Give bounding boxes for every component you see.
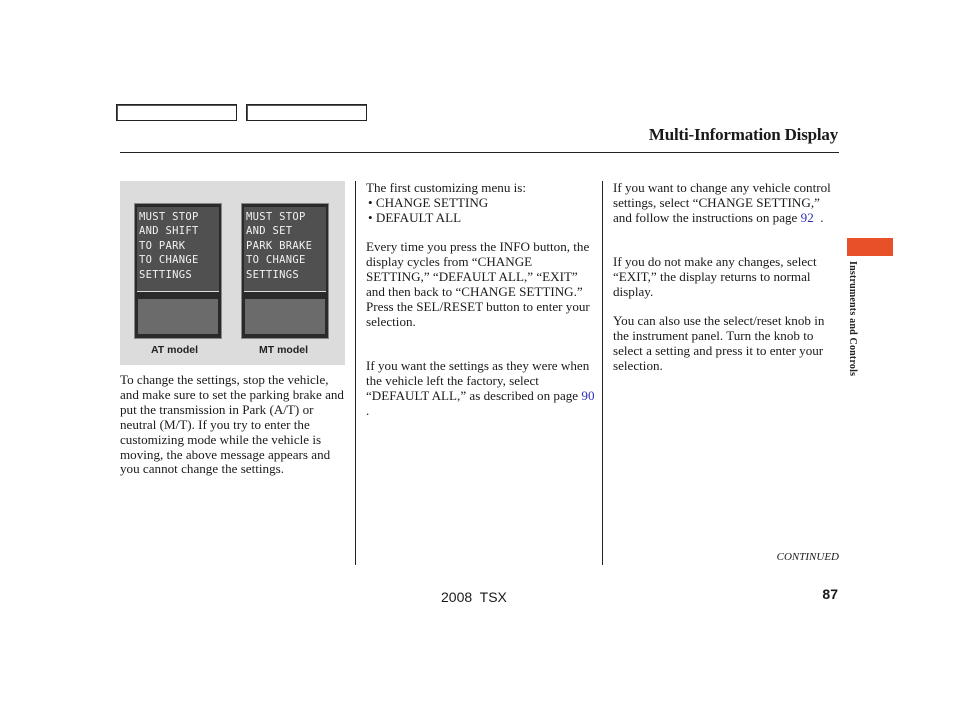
display-line: TO PARK — [139, 239, 186, 252]
column-divider-1 — [355, 181, 356, 565]
continued-label: CONTINUED — [776, 551, 839, 563]
page-title: Multi-Information Display — [648, 125, 838, 144]
mt-model-caption: MT model — [259, 344, 308, 356]
page-link-92[interactable]: 92 — [800, 209, 814, 225]
display-line: PARK BRAKE — [246, 239, 313, 252]
menu-bullet-change-setting: • CHANGE SETTING — [368, 194, 489, 210]
display-lower-area — [138, 299, 218, 334]
display-line: TO CHANGE — [246, 254, 306, 267]
mt-display-message — [244, 207, 326, 292]
at-model-display — [134, 203, 222, 339]
display-line: MUST STOP — [246, 211, 306, 223]
paragraph-default-all — [366, 359, 598, 419]
section-tab — [847, 238, 893, 256]
display-line: AND SET — [246, 225, 293, 238]
default-all-text: If you want the settings as they were when the vehicle left the factory, select “DEFAULT ALL,” as described on page — [366, 358, 590, 403]
menu-bullet-default-all: • DEFAULT ALL — [368, 209, 462, 225]
display-line: SETTINGS — [139, 268, 192, 281]
mt-model-display — [241, 203, 329, 339]
page-number: 87 — [822, 586, 838, 602]
display-line: SETTINGS — [246, 268, 299, 281]
at-display-message — [137, 207, 219, 292]
nav-button-1[interactable] — [116, 104, 237, 121]
default-all-end: . — [366, 402, 370, 418]
display-line: AND SHIFT — [139, 225, 199, 238]
footer-model: 2008 TSX — [441, 589, 507, 605]
menu-intro: The first customizing menu is: — [366, 180, 527, 195]
paragraph-info-button: Every time you press the INFO button, the display cycles from “CHANGE SETTING,” “DEFAULT ALL,” “EXIT” and then back to “CHANGE SETTING.” Press the SEL/RESET button to enter your selection. — [366, 239, 590, 329]
column-divider-2 — [602, 181, 603, 565]
title-divider — [120, 152, 839, 153]
display-line: MUST STOP — [139, 211, 199, 223]
paragraph-knob: You can also use the select/reset knob in the instrument panel. Turn the knob to select a setting and press it to enter your selection. — [613, 313, 825, 373]
page-link-90[interactable]: 90 — [581, 387, 595, 403]
at-model-caption: AT model — [151, 344, 199, 356]
display-lower-area — [245, 299, 325, 334]
paragraph-change-settings: To change the settings, stop the vehicle, and make sure to set the parking brake and put the transmission in Park (A/T) or neutral (M/T). If you try to enter the customizing mode while the vehicle is moving, the above message appears and you cannot change the settings. — [120, 372, 344, 477]
change-setting-end: . — [813, 209, 824, 225]
paragraph-change-setting — [613, 181, 841, 226]
section-label: Instruments and Controls — [847, 261, 858, 377]
change-setting-text: If you want to change any vehicle control settings, select “CHANGE SETTING,” and follow the instructions on page — [613, 180, 831, 225]
display-line: TO CHANGE — [139, 254, 199, 267]
paragraph-menu-intro — [366, 181, 598, 226]
display-figure — [120, 181, 345, 365]
nav-button-2[interactable] — [246, 104, 367, 121]
paragraph-exit: If you do not make any changes, select “EXIT,” the display returns to normal display. — [613, 254, 817, 299]
